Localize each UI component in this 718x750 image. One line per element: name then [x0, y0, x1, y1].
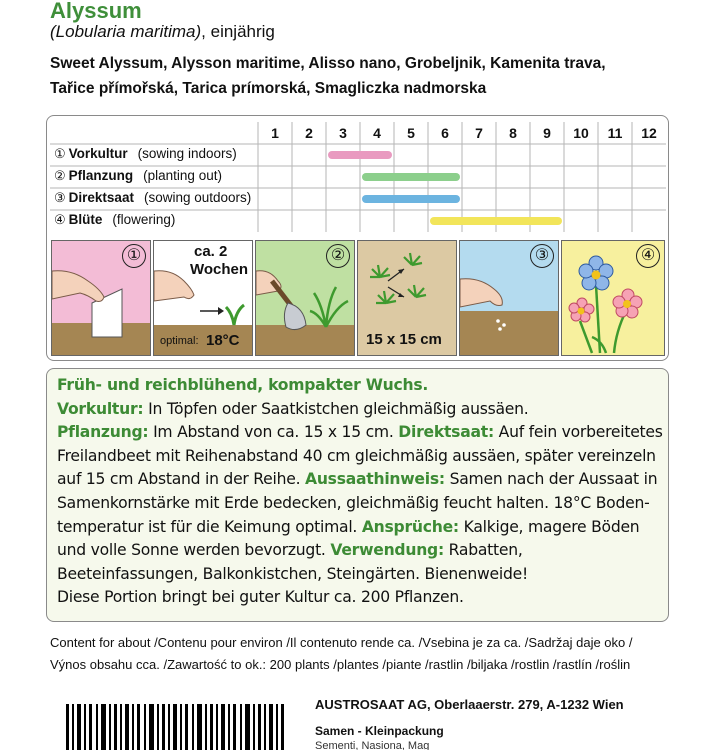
germination-time-unit: Wochen	[190, 261, 249, 278]
calendar-bar	[430, 217, 562, 225]
info-line	[57, 516, 658, 540]
optimal-temperature: 18°C	[206, 332, 240, 349]
month-9: 9	[543, 125, 551, 141]
month-8: 8	[509, 125, 517, 141]
company-address: AUSTROSAAT AG, Oberlaaerstr. 279, A-1232 Wien	[315, 697, 624, 712]
info-line: Diese Portion bringt bei guter Kultur ca. 200 Pflanzen.	[57, 588, 464, 607]
info-line	[57, 421, 663, 445]
month-4: 4	[373, 125, 381, 141]
heading-ansprueche: Ansprüche:	[361, 517, 459, 536]
row-description: (sowing outdoors)	[143, 190, 252, 205]
step-3-badge: ③	[530, 244, 554, 268]
calendar-row-vorkultur	[50, 144, 666, 166]
calendar-bar	[362, 195, 460, 203]
text-sun: und volle Sonne werden bevorzugt.	[57, 541, 331, 560]
heading-verwendung: Verwendung:	[330, 541, 444, 560]
row-label: Blüte	[68, 212, 103, 227]
month-11: 11	[607, 125, 623, 141]
step-3-icon: ③	[54, 190, 66, 205]
month-2: 2	[305, 125, 313, 141]
step-4-icon: ④	[54, 212, 66, 227]
text-direktsaat-cont: auf 15 cm Abstand in der Reihe.	[57, 470, 305, 489]
month-12: 12	[641, 125, 657, 141]
heading-aussaathinweis: Aussaathinweis:	[305, 470, 445, 489]
step-2-icon: ②	[54, 168, 66, 183]
month-1: 1	[271, 125, 279, 141]
month-3: 3	[339, 125, 347, 141]
picture-plant-spacing	[357, 240, 457, 356]
latin-name: (Lobularia maritima)	[50, 22, 202, 41]
calendar-panel	[46, 115, 669, 361]
common-names-line-1: Sweet Alyssum, Alysson maritime, Alisso nano, Grobeljnik, Kamenita trava,	[50, 55, 606, 72]
info-line	[57, 468, 658, 492]
calendar-row-direktsaat	[50, 188, 666, 210]
step-2-badge: ②	[326, 244, 350, 268]
summary-text: Früh- und reichblühend, kompakter Wuchs.	[57, 376, 429, 394]
info-line: Beeteinfassungen, Balkonkistchen, Steingärten. Bienenweide!	[57, 564, 528, 583]
info-line: Freilandbeet mit Reihenabstand 40 cm gleichmäßig aussäen, später vereinzeln	[57, 446, 656, 465]
cultivation-info-box	[46, 368, 669, 622]
germination-time-label: ca. 2	[194, 243, 228, 260]
text-pflanzung: Im Abstand von ca. 15 x 15 cm.	[148, 423, 399, 442]
calendar-bar	[328, 151, 392, 159]
package-type: Samen - Kleinpackung	[315, 724, 444, 738]
content-amount-line-2: Výnos obsahu cca. /Zawartość to ok.: 200 plants /plantes /piante /rastlin /biljaka /rostlin /rastlín /roślin	[50, 657, 631, 672]
calendar-row-pflanzung	[50, 166, 666, 188]
calendar-bar	[362, 173, 460, 181]
month-6: 6	[441, 125, 449, 141]
step-4-badge: ④	[636, 244, 660, 268]
heading-vorkultur: Vorkultur:	[57, 399, 144, 418]
row-description: (flowering)	[112, 212, 176, 227]
optimal-label: optimal:	[160, 335, 199, 347]
month-header-row	[50, 122, 666, 144]
info-line	[57, 539, 658, 563]
product-title: Alyssum	[50, 0, 142, 23]
annual-note: , einjährig	[201, 22, 275, 41]
info-line	[57, 374, 658, 398]
common-names-line-2: Tařice přímořská, Tarica prímorská, Smagliczka nadmorska	[50, 80, 487, 97]
picture-direct-sowing	[459, 240, 559, 356]
text-aussaathinweis: Samen nach der Aussaat in	[444, 470, 658, 489]
heading-direktsaat: Direktsaat:	[398, 423, 494, 442]
latin-name-line	[50, 22, 275, 42]
text-temperature: temperatur ist für die Keimung optimal.	[57, 517, 362, 536]
row-label: Direktsaat	[68, 190, 134, 205]
calendar-row-bluete	[50, 210, 666, 232]
step-1-badge: ①	[122, 244, 146, 268]
month-7: 7	[475, 125, 483, 141]
step-1-icon: ①	[54, 146, 66, 161]
info-line	[57, 398, 658, 422]
picture-flowering	[561, 240, 665, 356]
text-ansprueche: Kalkige, magere Böden	[458, 517, 640, 536]
picture-germination	[153, 240, 253, 356]
picture-sowing-indoors	[51, 240, 151, 356]
text-verwendung: Rabatten,	[443, 541, 523, 560]
sowing-calendar	[50, 122, 666, 242]
package-type-translations: Sementi, Nasiona, Mag	[315, 740, 430, 750]
text-direktsaat: Auf fein vorbereitetes	[493, 423, 663, 442]
instruction-pictures	[51, 240, 665, 356]
row-description: (sowing indoors)	[137, 146, 237, 161]
row-label: Vorkultur	[68, 146, 128, 161]
month-10: 10	[573, 125, 589, 141]
text-vorkultur: In Töpfen oder Saatkistchen gleichmäßig aussäen.	[143, 399, 529, 418]
picture-planting-out	[255, 240, 355, 356]
info-line: Samenkornstärke mit Erde bedecken, gleichmäßig feucht halten. 18°C Boden-	[57, 493, 650, 512]
content-amount-line-1: Content for about /Contenu pour environ /Il contenuto rende ca. /Vsebina je za ca. /Sadržaj daje oko /	[50, 635, 633, 650]
row-description: (planting out)	[143, 168, 222, 183]
spacing-label: 15 x 15 cm	[366, 331, 442, 348]
barcode-icon	[66, 704, 286, 750]
heading-pflanzung: Pflanzung:	[57, 423, 149, 442]
month-5: 5	[407, 125, 415, 141]
row-label: Pflanzung	[68, 168, 134, 183]
